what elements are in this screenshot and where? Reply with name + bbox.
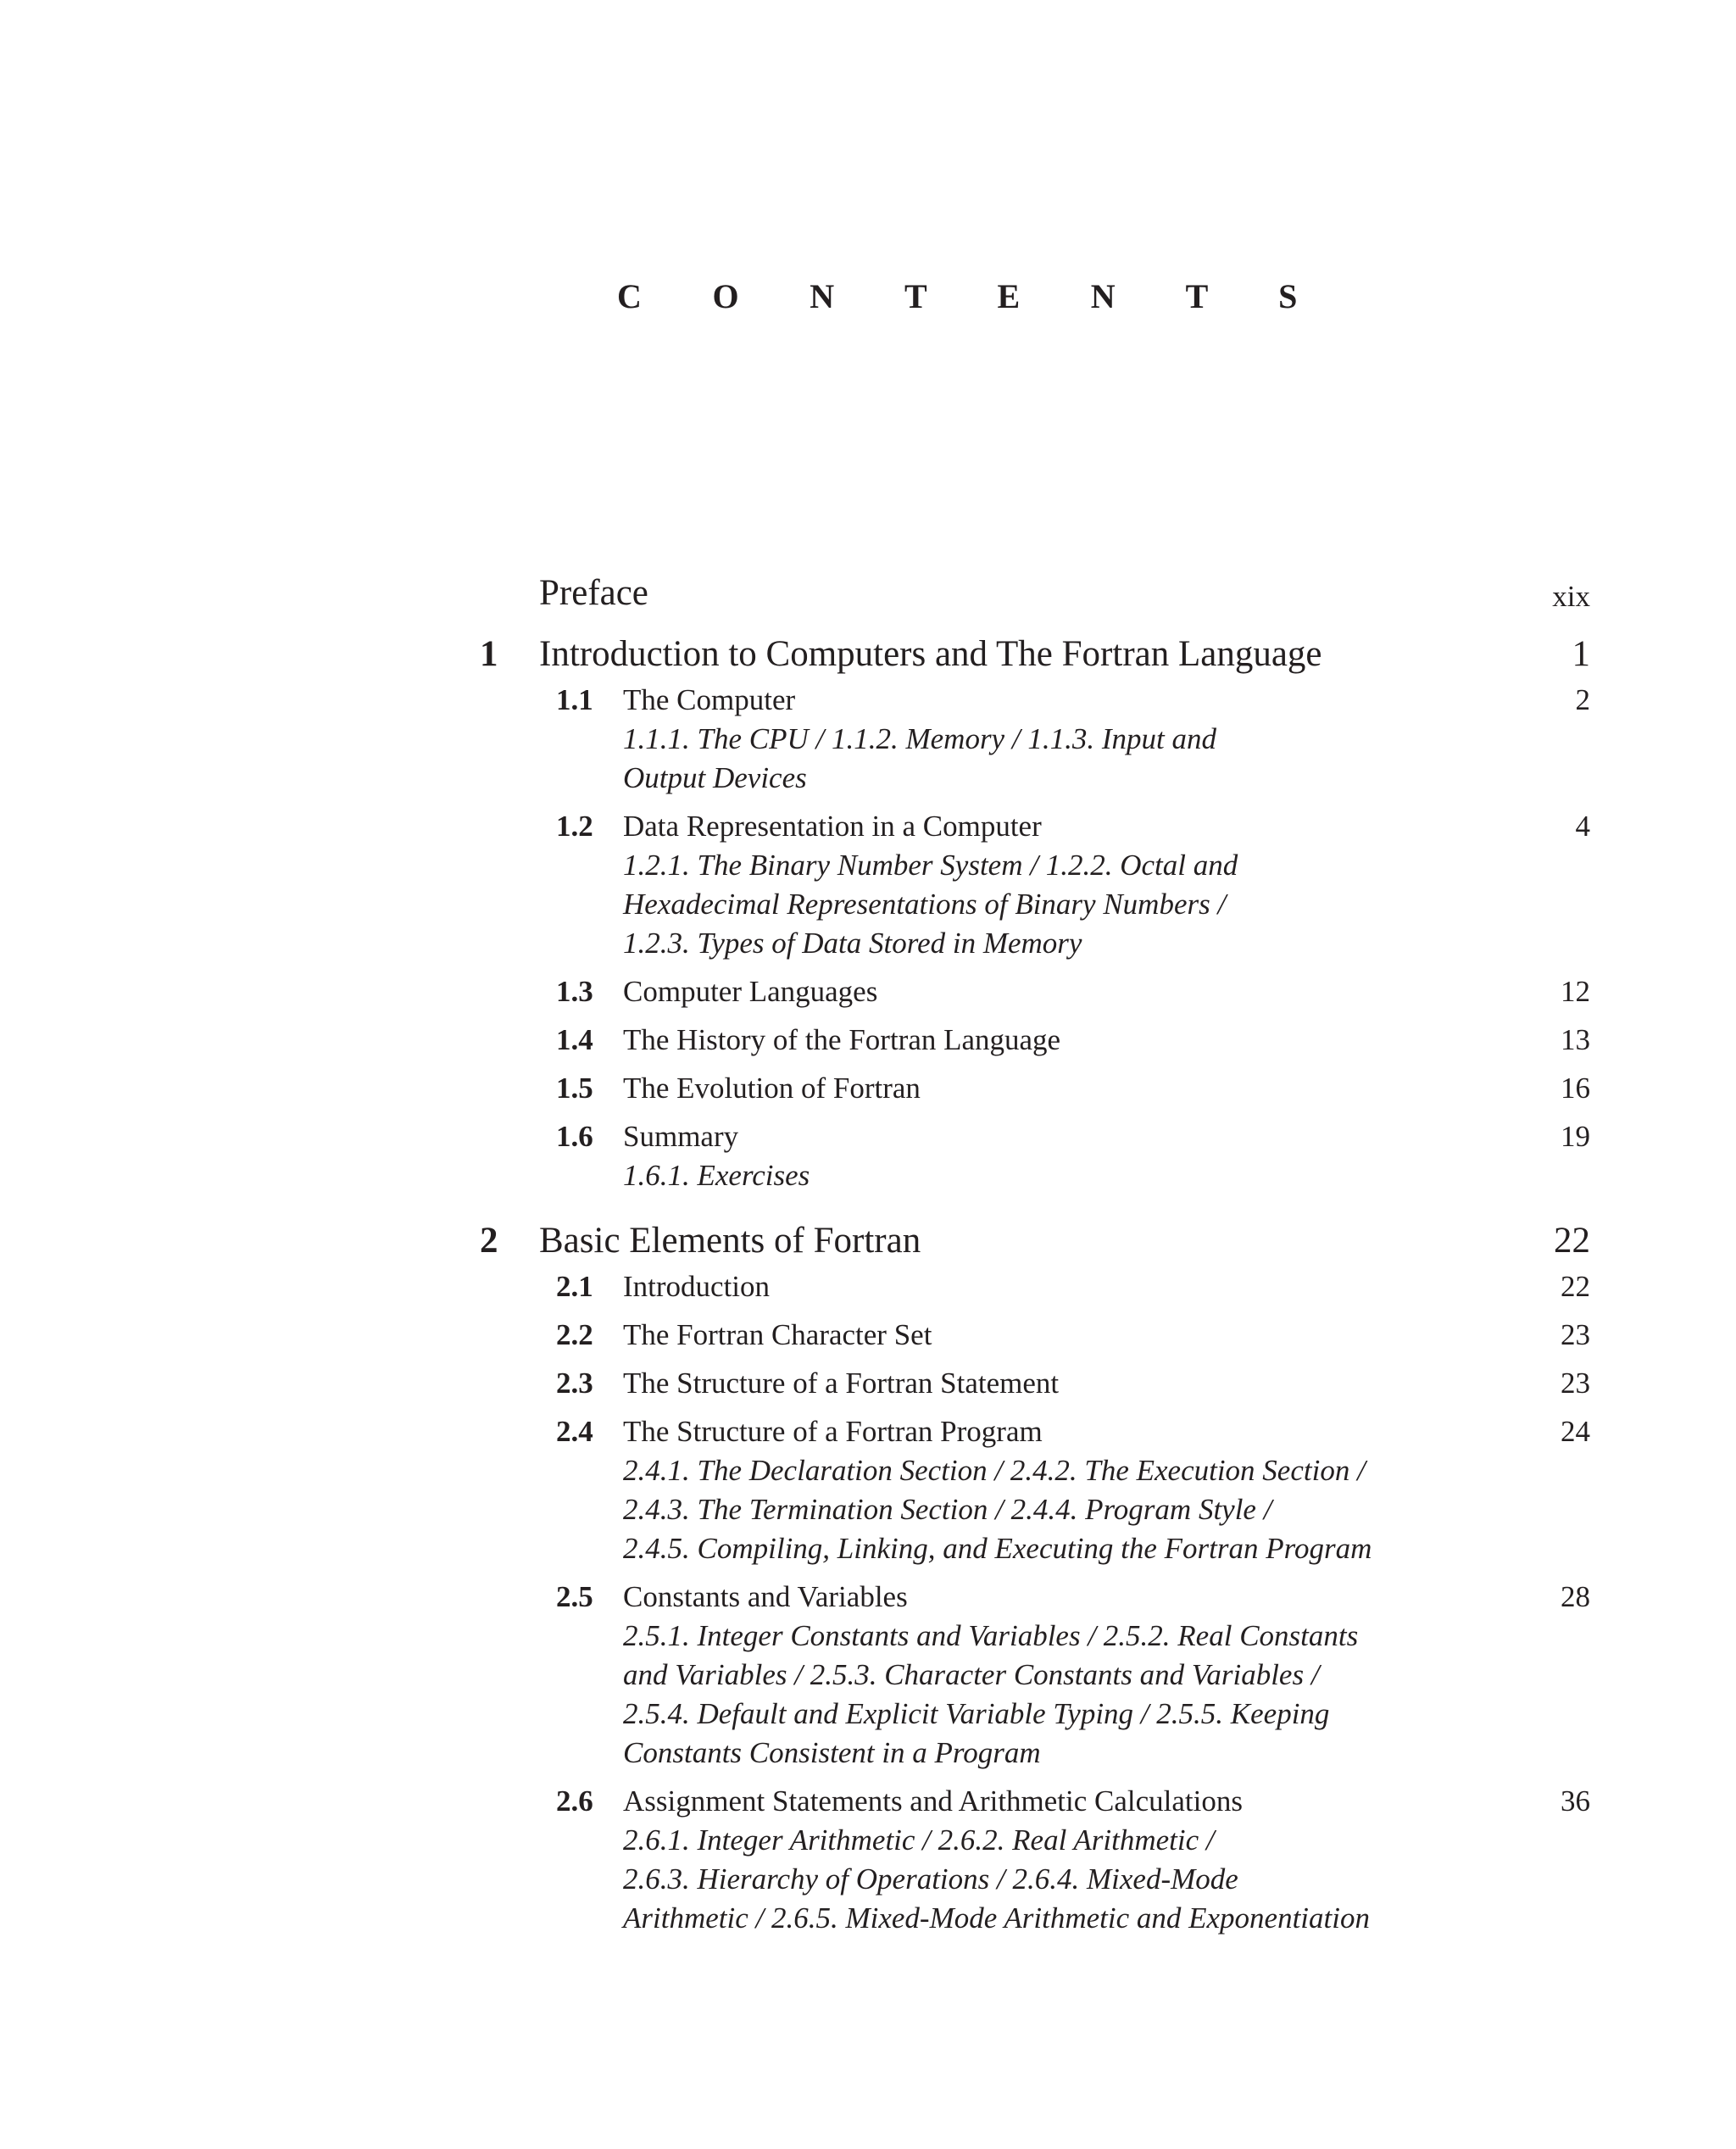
subsection-line: Constants Consistent in a Program <box>623 1736 1041 1769</box>
toc-section-entry[interactable] <box>475 1781 1590 1938</box>
chapter <box>475 1217 1590 1938</box>
subsection-list <box>623 1451 1420 1568</box>
chapter-list <box>475 631 1590 1938</box>
subsection-line: 1.2.3. Types of Data Stored in Memory <box>623 927 1082 960</box>
section-number: 2.3 <box>556 1367 593 1400</box>
toc-section-entry[interactable] <box>475 806 1590 963</box>
section-page: 28 <box>1561 1580 1590 1613</box>
chapter-title: Basic Elements of Fortran <box>539 1221 921 1261</box>
section-page: 16 <box>1561 1072 1590 1105</box>
section-title: The Structure of a Fortran Statement <box>623 1367 1060 1400</box>
subsection-list <box>623 720 1420 798</box>
section-number: 1.3 <box>556 975 593 1008</box>
chapter-number: 1 <box>480 634 498 674</box>
toc-section-entry[interactable] <box>475 1411 1590 1568</box>
subsection-line: Arithmetic / 2.6.5. Mixed-Mode Arithmetic and Exponentiation <box>623 1901 1370 1935</box>
section-page: 12 <box>1561 975 1590 1008</box>
subsection-line: 2.5.1. Integer Constants and Variables / 2.5.2. Real Constants <box>623 1619 1359 1652</box>
section-line <box>475 1315 1590 1355</box>
subsection-list <box>623 1156 1420 1195</box>
toc-section-entry[interactable] <box>475 1020 1590 1060</box>
section-page: 36 <box>1561 1784 1590 1818</box>
section-line <box>475 1020 1590 1060</box>
toc-section-entry[interactable] <box>475 1315 1590 1355</box>
section-number: 1.1 <box>556 683 593 716</box>
contents-heading: C O N T E N T S <box>617 277 1329 315</box>
section-page: 23 <box>1561 1318 1590 1351</box>
section-title: Summary <box>623 1120 739 1153</box>
toc-section-entry[interactable] <box>475 972 1590 1011</box>
section-number: 1.2 <box>556 810 593 843</box>
section-page: 13 <box>1561 1023 1590 1056</box>
section-number: 1.4 <box>556 1023 593 1056</box>
subsection-line: 2.4.5. Compiling, Linking, and Executing the Fortran Program <box>623 1532 1372 1565</box>
section-line <box>475 1068 1590 1108</box>
section-title: Computer Languages <box>623 975 878 1008</box>
toc-section-entry[interactable] <box>475 1363 1590 1403</box>
toc-entry-preface[interactable] <box>475 570 1590 631</box>
toc-section-entry[interactable] <box>475 680 1590 798</box>
chapter-title: Introduction to Computers and The Fortran Language <box>539 634 1322 674</box>
subsection-line: 1.2.1. The Binary Number System / 1.2.2. Octal and <box>623 849 1238 882</box>
section-title: Constants and Variables <box>623 1580 908 1613</box>
section-line <box>475 680 1590 720</box>
section-page: 4 <box>1575 810 1590 843</box>
section-title: The Fortran Character Set <box>623 1318 932 1351</box>
subsection-list <box>623 1821 1420 1938</box>
section-title: Assignment Statements and Arithmetic Calculations <box>623 1784 1244 1818</box>
section-title: The Computer <box>623 683 796 716</box>
subsection-line: and Variables / 2.5.3. Character Constants and Variables / <box>623 1658 1320 1691</box>
section-line <box>475 806 1590 846</box>
chapter <box>475 631 1590 1195</box>
subsection-line: 2.6.3. Hierarchy of Operations / 2.6.4. Mixed-Mode <box>623 1862 1238 1896</box>
section-number: 1.5 <box>556 1072 593 1105</box>
section-line <box>475 1363 1590 1403</box>
section-number: 2.1 <box>556 1270 593 1303</box>
section-number: 2.2 <box>556 1318 593 1351</box>
chapter-page: 1 <box>1572 634 1590 674</box>
section-number: 2.4 <box>556 1415 593 1448</box>
section-title: The History of the Fortran Language <box>623 1023 1061 1056</box>
section-page: 19 <box>1561 1120 1590 1153</box>
section-line <box>475 1116 1590 1156</box>
section-title: Data Representation in a Computer <box>623 810 1042 843</box>
section-line <box>475 1267 1590 1306</box>
chapter-heading[interactable] <box>475 631 1590 678</box>
toc-section-entry[interactable] <box>475 1267 1590 1306</box>
section-line <box>475 1411 1590 1451</box>
section-page: 2 <box>1575 683 1590 716</box>
section-title: The Structure of a Fortran Program <box>623 1415 1043 1448</box>
section-number: 2.6 <box>556 1784 593 1818</box>
subsection-line: 2.6.1. Integer Arithmetic / 2.6.2. Real Arithmetic / <box>623 1823 1215 1857</box>
subsection-line: 1.1.1. The CPU / 1.1.2. Memory / 1.1.3. Input and <box>623 722 1216 755</box>
section-number: 1.6 <box>556 1120 593 1153</box>
section-line <box>475 1781 1590 1821</box>
toc-section-entry[interactable] <box>475 1116 1590 1195</box>
section-page: 24 <box>1561 1415 1590 1448</box>
subsection-line: 2.4.1. The Declaration Section / 2.4.2. The Execution Section / <box>623 1454 1366 1487</box>
subsection-list <box>623 1617 1420 1773</box>
subsection-line: Output Devices <box>623 761 807 794</box>
table-of-contents <box>475 570 1590 1960</box>
chapter-heading[interactable] <box>475 1217 1590 1265</box>
section-page: 23 <box>1561 1367 1590 1400</box>
subsection-list <box>623 846 1420 963</box>
section-page: 22 <box>1561 1270 1590 1303</box>
section-number: 2.5 <box>556 1580 593 1613</box>
subsection-line: 1.6.1. Exercises <box>623 1159 810 1192</box>
toc-section-entry[interactable] <box>475 1577 1590 1773</box>
preface-page: xix <box>1552 580 1590 613</box>
section-line <box>475 1577 1590 1617</box>
section-title: The Evolution of Fortran <box>623 1072 921 1105</box>
subsection-line: 2.4.3. The Termination Section / 2.4.4. Program Style / <box>623 1493 1272 1526</box>
subsection-line: Hexadecimal Representations of Binary Numbers / <box>623 888 1227 921</box>
section-line <box>475 972 1590 1011</box>
chapter-page: 22 <box>1554 1221 1590 1261</box>
chapter-number: 2 <box>480 1221 498 1261</box>
preface-title: Preface <box>539 573 648 613</box>
toc-section-entry[interactable] <box>475 1068 1590 1108</box>
subsection-line: 2.5.4. Default and Explicit Variable Typing / 2.5.5. Keeping <box>623 1697 1330 1730</box>
section-title: Introduction <box>623 1270 771 1303</box>
